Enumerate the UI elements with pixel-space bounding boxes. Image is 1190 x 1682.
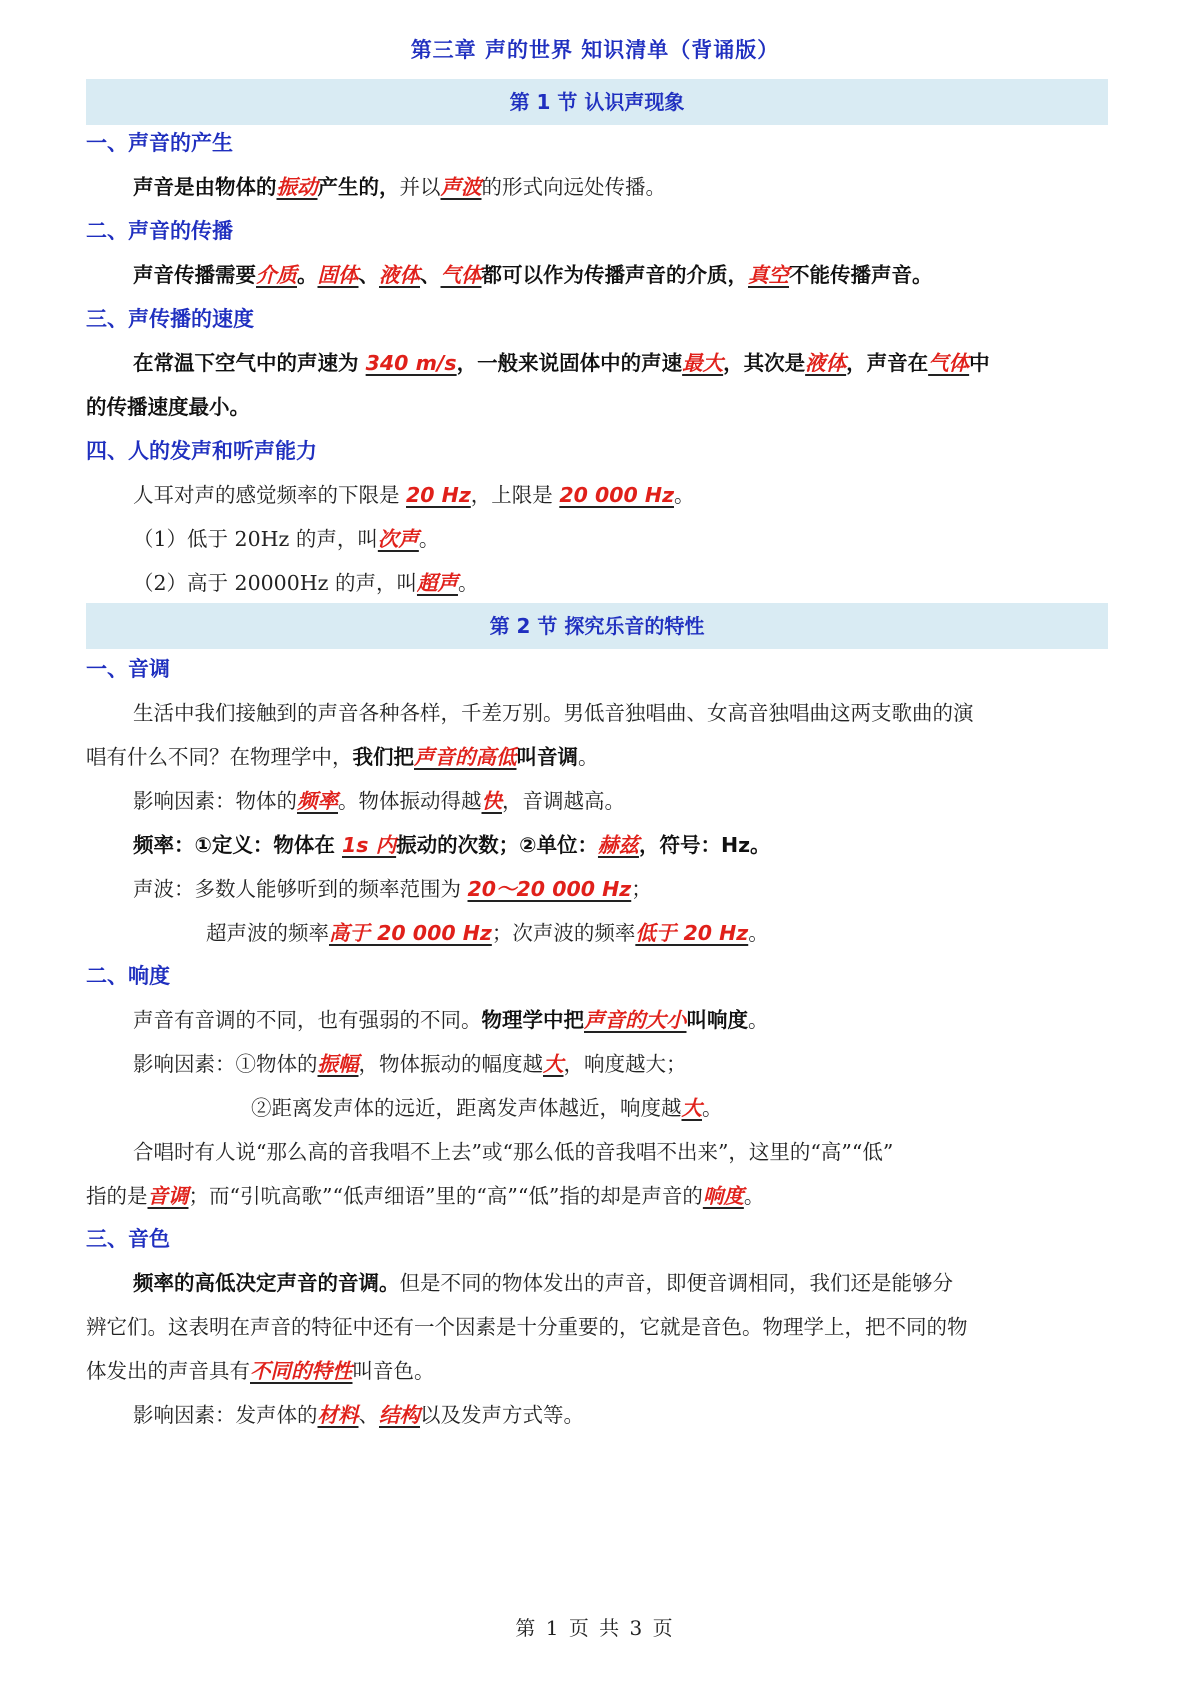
keyword: 超声 (416, 571, 458, 595)
s1-heading-4: 四、人的发声和听声能力 (86, 439, 317, 463)
s2-paragraph-2b: 影响因素：①物体的振幅，物体振动的幅度越大，响度越大； (133, 1052, 687, 1076)
keyword: 高于 20 000 Hz (329, 921, 492, 945)
keyword: 气体 (928, 351, 970, 375)
keyword: 快 (481, 789, 502, 813)
s2-paragraph-2d: 合唱时有人说“那么高的音我唱不上去”或“那么低的音我唱不出来”，这里的“高”“低” (133, 1140, 894, 1164)
keyword: 频率 (297, 789, 338, 813)
keyword: 音调 (147, 1184, 189, 1208)
s1-paragraph-3b: 的传播速度最小。 (86, 395, 250, 419)
s2-heading-3: 三、音色 (86, 1227, 170, 1251)
s2-paragraph-1b: 唱有什么不同？在物理学中，我们把声音的高低叫音调。 (86, 745, 599, 769)
s2-heading-2: 二、响度 (86, 964, 170, 988)
s2-paragraph-3b: 辨它们。这表明在声音的特征中还有一个因素是十分重要的，它就是音色。物理学上，把不同的物 (86, 1315, 968, 1339)
keyword: 真空 (748, 263, 789, 287)
keyword: 低于 20 Hz (635, 921, 749, 945)
s1-paragraph-4: 人耳对声的感觉频率的下限是 20 Hz，上限是 20 000 Hz。 (133, 483, 695, 507)
s1-heading-2: 二、声音的传播 (86, 219, 233, 243)
s1-item-2: （2）高于 20000Hz 的声，叫超声。 (133, 571, 479, 595)
keyword: 液体 (379, 263, 420, 287)
keyword: 结构 (379, 1403, 420, 1427)
s1-paragraph-1: 声音是由物体的振动产生的，并以声波的形式向远处传播。 (133, 175, 666, 199)
s2-paragraph-1c: 影响因素：物体的频率。物体振动得越快，音调越高。 (133, 789, 625, 813)
keyword: 振幅 (317, 1052, 359, 1076)
keyword: 响度 (702, 1184, 744, 1208)
s2-paragraph-1d: 频率：①定义：物体在 1s 内振动的次数；②单位：赫兹，符号：Hz。 (133, 833, 771, 857)
keyword: 20～20 000 Hz (467, 877, 632, 901)
keyword: 20 000 Hz (559, 483, 674, 507)
s1-paragraph-2: 声音传播需要介质。固体、液体、气体都可以作为传播声音的介质，真空不能传播声音。 (133, 263, 933, 287)
keyword: 340 m/s (365, 351, 457, 375)
s2-paragraph-2e: 指的是音调；而“引吭高歌”“低声细语”里的“高”“低”指的却是声音的响度。 (86, 1184, 765, 1208)
section-2-band: 第 2 节 探究乐音的特性 (86, 603, 1108, 649)
keyword: 大 (681, 1096, 702, 1120)
s1-item-1: （1）低于 20Hz 的声，叫次声。 (133, 527, 440, 551)
s2-paragraph-1e: 声波：多数人能够听到的频率范围为 20～20 000 Hz； (133, 877, 652, 901)
page-footer: 第 1 页 共 3 页 (515, 1616, 675, 1640)
document-title: 第三章 声的世界 知识清单（背诵版） (410, 38, 780, 62)
keyword: 液体 (805, 351, 847, 375)
s2-paragraph-3c: 体发出的声音具有不同的特性叫音色。 (86, 1359, 435, 1383)
keyword: 材料 (317, 1403, 359, 1427)
keyword: 固体 (317, 263, 359, 287)
keyword: 不同的特性 (250, 1359, 353, 1383)
section-1-band: 第 1 节 认识声现象 (86, 79, 1108, 125)
s2-heading-1: 一、音调 (86, 657, 170, 681)
s1-heading-1: 一、声音的产生 (86, 131, 233, 155)
keyword: 振动 (276, 175, 318, 199)
keyword: 介质 (256, 263, 297, 287)
keyword: 声音的大小 (584, 1008, 687, 1032)
s2-paragraph-1a: 生活中我们接触到的声音各种各样，千差万别。男低音独唱曲、女高音独唱曲这两支歌曲的演 (133, 701, 974, 725)
keyword: 最大 (682, 351, 724, 375)
s2-paragraph-2c: ②距离发声体的远近，距离发声体越近，响度越大。 (251, 1096, 723, 1120)
keyword: 气体 (440, 263, 482, 287)
s1-paragraph-3a: 在常温下空气中的声速为 340 m/s，一般来说固体中的声速最大，其次是液体，声音在气体中 (133, 351, 990, 375)
keyword: 大 (543, 1052, 564, 1076)
keyword: 1s 内 (342, 833, 397, 857)
keyword: 声波 (440, 175, 482, 199)
s1-heading-3: 三、声传播的速度 (86, 307, 254, 331)
s2-paragraph-3a: 频率的高低决定声音的音调。但是不同的物体发出的声音，即便音调相同，我们还是能够分 (133, 1271, 953, 1295)
s2-paragraph-3d: 影响因素：发声体的材料、结构以及发声方式等。 (133, 1403, 584, 1427)
s2-paragraph-2a: 声音有音调的不同，也有强弱的不同。物理学中把声音的大小叫响度。 (133, 1008, 769, 1032)
keyword: 赫兹 (597, 833, 639, 857)
keyword: 20 Hz (406, 483, 471, 507)
keyword: 声音的高低 (414, 745, 517, 769)
s2-paragraph-1f: 超声波的频率高于 20 000 Hz；次声波的频率低于 20 Hz。 (206, 921, 769, 945)
keyword: 次声 (377, 527, 419, 551)
